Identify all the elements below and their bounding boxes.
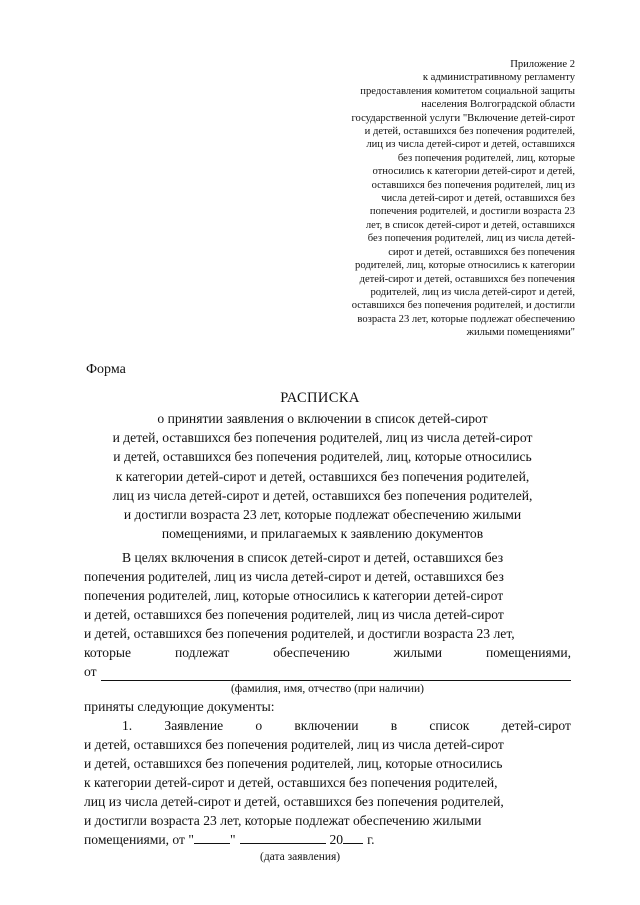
subtitle-line: помещениями, и прилагаемых к заявлению документов: [161, 526, 484, 542]
subtitle-line: лиц из числа детей-сирот и детей, оставшихся без попечения родителей,: [112, 487, 533, 503]
appendix-line: относились к категории детей-сирот и детей,: [372, 166, 575, 178]
word: помещениями,: [485, 645, 571, 660]
date-suffix: г.: [367, 832, 375, 847]
subtitle-line: и достигли возраста 23 лет, которые подлежат обеспечению жилыми: [123, 507, 522, 523]
body-line: лиц из числа детей-сирот и детей, оставшихся без попечения родителей,: [84, 794, 504, 809]
appendix-line: лиц из числа детей-сирот и детей, оставшихся: [366, 139, 575, 151]
word: обеспечению: [273, 645, 350, 660]
body-line: и детей, оставшихся без попечения родителей, и достигли возраста 23 лет,: [84, 626, 515, 641]
appendix-line: государственной услуги "Включение детей-сирот: [351, 112, 575, 124]
date-month-field[interactable]: [240, 830, 326, 844]
appendix-header: [300, 58, 575, 340]
appendix-line: оставшихся без попечения родителей, лиц из: [371, 179, 575, 191]
appendix-line: Приложение 2: [510, 59, 575, 70]
appendix-line: жилыми помещениями": [466, 327, 575, 339]
appendix-line: детей-сирот и детей, оставшихся без попечения: [359, 273, 575, 285]
appendix-line: лет, в список детей-сирот и детей, оставшихся: [365, 219, 575, 231]
appendix-line: оставшихся без попечения родителей, и достигли: [351, 300, 575, 312]
date-day-field[interactable]: [194, 830, 230, 844]
document-item-1-first-line: [84, 716, 571, 735]
appendix-line: возраста 23 лет, которые подлежат обеспечению: [357, 313, 575, 325]
document-title: РАСПИСКА: [280, 390, 360, 406]
body-line: [84, 548, 571, 567]
appendix-line: без попечения родителей, лиц, которые: [397, 152, 575, 164]
appendix-line: предоставления комитетом социальной защиты: [360, 85, 575, 97]
receipt-body: [84, 548, 571, 865]
word: список: [429, 718, 470, 733]
appendix-line: родителей, лиц из числа детей-сирот и детей,: [370, 286, 575, 298]
from-label: от: [84, 664, 97, 679]
document-subtitle: [80, 409, 565, 543]
body-line-justified: [84, 643, 571, 662]
appendix-line: к административному регламенту: [422, 72, 575, 84]
body-line: попечения родителей, лиц из числа детей-сирот и детей, оставшихся без: [84, 569, 504, 584]
body-line: попечения родителей, лиц, которые относились к категории детей-сирот: [84, 588, 504, 603]
appendix-line: попечения родителей, и достигли возраста 23: [369, 206, 575, 218]
subtitle-line: о принятии заявления о включении в список детей-сирот: [157, 411, 488, 426]
subtitle-line: и детей, оставшихся без попечения родителей, лиц, которые относились: [113, 449, 532, 465]
date-year-field[interactable]: [343, 830, 363, 844]
body-line: и детей, оставшихся без попечения родителей, лиц, которые относились: [84, 756, 503, 771]
fio-caption: (фамилия, имя, отчество (при наличии): [230, 683, 425, 695]
subtitle-line: и детей, оставшихся без попечения родителей, лиц из числа детей-сирот: [112, 430, 533, 446]
appendix-line: и детей, оставшихся без попечения родителей,: [364, 126, 575, 138]
word: детей-сирот: [501, 718, 571, 733]
accepted-documents-label: приняты следующие документы:: [84, 699, 275, 714]
word: о: [255, 718, 263, 733]
date-year-prefix: 20: [329, 832, 344, 847]
word: включении: [294, 718, 359, 733]
word: которые: [84, 645, 132, 660]
date-prefix: помещениями, от ": [84, 832, 194, 847]
body-line-text: В целях включения в список детей-сирот и детей, оставшихся без: [122, 550, 504, 565]
body-line: и детей, оставшихся без попечения родителей, лиц из числа детей-сирот: [84, 607, 504, 622]
appendix-line: родителей, лиц, которые относились к категории: [355, 260, 575, 272]
word: в: [390, 718, 398, 733]
body-line: и детей, оставшихся без попечения родителей, лиц из числа детей-сирот: [84, 737, 504, 752]
body-line: и достигли возраста 23 лет, которые подлежат обеспечению жилыми: [84, 813, 482, 828]
appendix-line: числа детей-сирот и детей, оставшихся без: [381, 193, 575, 205]
appendix-line: без попечения родителей, лиц из числа детей-: [367, 233, 575, 245]
application-date-row: [84, 830, 571, 849]
form-label: Форма: [86, 362, 126, 377]
word: подлежат: [174, 645, 230, 660]
appendix-line: сирот и детей, оставшихся без попечения: [388, 246, 575, 258]
subtitle-line: к категории детей-сирот и детей, оставшихся без попечения родителей,: [115, 468, 530, 484]
applicant-name-field[interactable]: [101, 666, 571, 681]
appendix-line: населения Волгоградской области: [421, 99, 575, 111]
applicant-row: [84, 662, 571, 681]
word: жилыми: [393, 645, 443, 660]
body-line: к категории детей-сирот и детей, оставшихся без попечения родителей,: [84, 775, 498, 790]
date-quote-close: ": [229, 832, 236, 847]
date-caption: (дата заявления): [260, 851, 341, 863]
word: 1.: [122, 718, 133, 733]
word: Заявление: [164, 718, 224, 733]
